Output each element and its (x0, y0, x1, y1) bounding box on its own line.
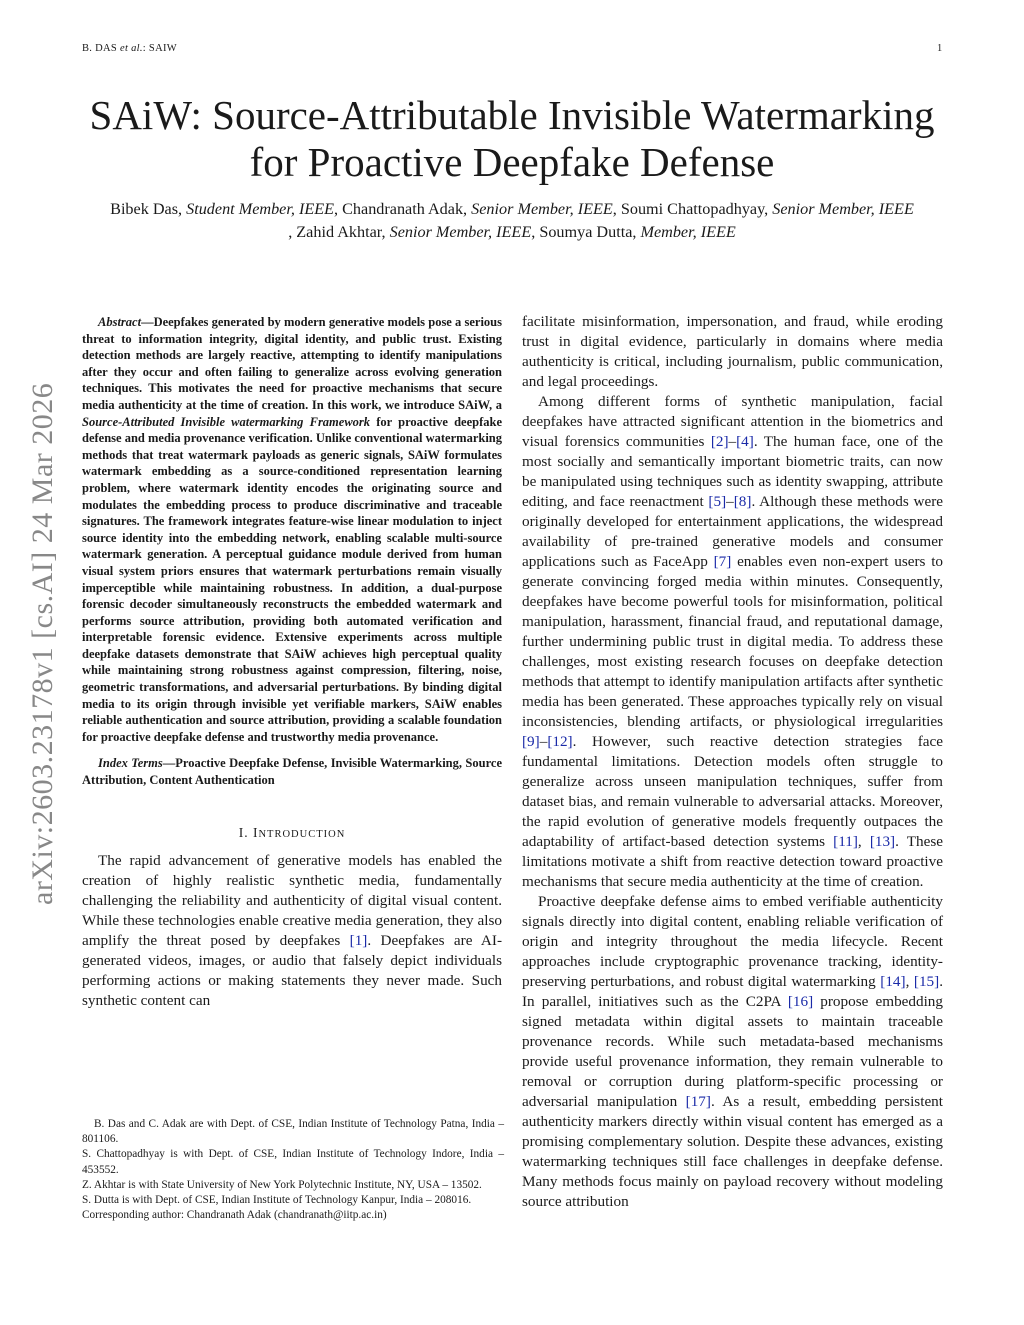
title-line-1: SAiW: Source-Attributable Invisible Watermarking (89, 92, 935, 138)
intro-text: The rapid advancement of generative models has enabled the creation of highly realistic synthetic media, fundamentally challenging the reliability and authenticity of digital visual content. While these technologies enable creative media generation, they also amplify the threat posed by deepfakes (82, 851, 502, 949)
author-4-role: Senior Member, IEEE (389, 223, 532, 241)
arxiv-stamp: arXiv:2603.23178v1 [cs.AI] 24 Mar 2026 (26, 382, 59, 905)
author-5-role: Member, IEEE (640, 223, 736, 241)
intro-text: . As a result, embedding persistent authenticity markers directly within visual content has emerged as a promising complementary solution. Despite these advances, existing watermarking techniques still face challenges in deepfake defense. Many methods focus mainly on payload recovery without modeling source attribution (522, 1093, 943, 1210)
citation-link[interactable]: [7] (713, 553, 732, 570)
citation-link[interactable]: [15] (913, 973, 940, 990)
section-numeral: I. (238, 824, 253, 840)
footnote-affiliation: B. Das and C. Adak are with Dept. of CSE, Indian Institute of Technology Patna, India – 801106. (82, 1118, 504, 1146)
running-head (82, 43, 177, 54)
footnote-corresponding-author: Corresponding author: Chandranath Adak (chandranath@iitp.ac.in) (82, 1209, 387, 1222)
title-line-2: for Proactive Deepfake Defense (249, 139, 775, 185)
citation-link[interactable]: [17] (685, 1093, 711, 1110)
intro-text: – (728, 433, 737, 450)
intro-paragraph-1-continued: facilitate misinformation, impersonation, and fraud, while eroding trust in digital evidence, particularly in domains where media authenticity is critical, including journalism, public communication, and legal proceedings. (522, 313, 943, 390)
intro-text: – (726, 493, 734, 510)
author-2-role: Senior Member, IEEE (471, 200, 613, 218)
abstract-text-1: —Deepfakes generated by modern generative models pose a serious threat to information integrity, digital identity, and public trust. Existing detection methods are largely reactive, attempting to identify manipulations after they occur and often failing to generalize across evolving generation techniques. This motivates the need for proactive mechanisms that secure media authenticity at the time of creation. In this work, we introduce SAiW, a (82, 315, 502, 412)
author-4: , Zahid Akhtar, (288, 223, 390, 241)
running-head-etal: et al. (119, 43, 143, 54)
intro-text: . These limitations motivate a shift from reactive detection toward proactive mechanisms that secure media authenticity at the time of creation. (522, 833, 943, 890)
citation-link[interactable]: [13] (869, 833, 896, 850)
citation-link[interactable]: [16] (787, 993, 814, 1010)
citation-link[interactable]: [8] (733, 493, 752, 510)
citation-link[interactable]: [12] (547, 733, 573, 750)
footnote-affiliation: Z. Akhtar is with State University of New York Polytechnic Institute, NY, USA – 13502. (82, 1178, 482, 1191)
intro-text: . Deepfakes are AI-generated videos, images, or audio that falsely depict individuals performing actions or making statements they never made. Such synthetic content can (82, 931, 502, 1009)
author-3-role: Senior Member, IEEE (772, 200, 914, 218)
paper-title (60, 92, 964, 186)
index-terms (82, 755, 502, 788)
intro-text: – (539, 733, 548, 750)
section-rest: NTRODUCTION (258, 828, 346, 840)
intro-text: . In parallel, initiatives such as the C2PA (522, 973, 944, 1010)
intro-text: , (905, 973, 914, 990)
citation-link[interactable]: [5] (708, 493, 727, 510)
citation-link[interactable]: [2] (710, 433, 729, 450)
author-1-role: Student Member, IEEE (186, 200, 335, 218)
intro-text: , (857, 833, 870, 850)
footnote-affiliation: S. Chattopadhyay is with Dept. of CSE, Indian Institute of Technology Indore, India – 453552. (82, 1148, 504, 1176)
abstract-text-2: for proactive deepfake defense and media provenance verification. Unlike conventional watermarking methods that treat watermark payloads as generic signals, SAiW formulates watermark embedding as a source-conditioned representation learning problem, where watermark identity encodes the originating source and modulates the embedding process to produce discriminative and traceable signatures. The framework integrates feature-wise linear modulation to inject source identity into the embedding network, enabling scalable multi-source watermark generation. A perceptual guidance module derived from human visual system priors ensures that watermark perturbations remain visually imperceptible while maintaining robustness. In addition, a dual-purpose forensic decoder simultaneously reconstructs the embedded watermark and performs source attribution, providing both automated verification and interpretable forensic evidence. Extensive experiments across multiple deepfake datasets demonstrate that SAiW achieves high perceptual quality while maintaining strong robustness against compression, filtering, noise, geometric transformations, and adversarial perturbations. By binding digital media to its origin through invisible yet verifiable markers, SAiW enables reliable authentication and source attribution, providing a scalable foundation for proactive deepfake defense and trustworthy media provenance. (82, 414, 502, 744)
abstract-framework-name: Source-Attributed Invisible watermarking Framework (82, 414, 371, 429)
index-terms-label: Index Terms (98, 756, 163, 771)
intro-text: . Although these methods were originally developed for entertainment applications, the widespread availability of pre-trained generative models and consumer applications such as FaceApp (522, 493, 943, 570)
citation-link[interactable]: [11] (833, 833, 858, 850)
running-head-suffix: : SAIW (142, 43, 177, 54)
running-head-prefix: B. DAS (82, 43, 120, 54)
abstract (82, 314, 502, 745)
index-terms-text: —Proactive Deepfake Defense, Invisible Watermarking, Source Attribution, Content Authentication (82, 756, 502, 788)
citation-link[interactable]: [4] (736, 433, 754, 450)
left-column (82, 314, 502, 1011)
intro-text: Proactive deepfake defense aims to embed verifiable authenticity signals directly into digital content, enabling reliable verification of origin and integrity throughout the media lifecycle. Recent approaches include cryptographic provenance tracking, identity-preserving perturbations, and robust digital watermarking (522, 893, 943, 990)
author-2: , Chandranath Adak, (334, 200, 472, 218)
intro-text: . The human face, one of the most socially and semantically important biometric traits, can now be manipulated using techniques such as identity swapping, attribute editing, and face reenactment (522, 433, 944, 510)
right-column (522, 312, 943, 1212)
author-list (80, 198, 944, 244)
author-5: , Soumya Dutta, (531, 223, 641, 241)
intro-text: propose embedding signed metadata within digital assets to maintain traceable provenance records. While such metadata-based mechanisms provide useful provenance information, they remain vulnerable to removal or corruption during platform-specific processing or adversarial manipulation (522, 993, 943, 1110)
intro-text: enables even non-expert users to generate convincing forged media within minutes. Consequently, deepfakes have become powerful tools for misinformation, political manipulation, harassment, financial fraud, and reputational damage, further undermining public trust in digital media. To address these challenges, most existing research focuses on deepfake detection methods that attempt to identify manipulation artifacts after synthetic media has been generated. These approaches typically rely on visual inconsistencies, blending artifacts, or physiological irregularities (522, 553, 944, 730)
page-number: 1 (937, 43, 943, 54)
abstract-label: Abstract (98, 315, 142, 329)
footnotes (82, 1117, 504, 1223)
intro-text: . However, such reactive detection strategies face fundamental limitations. Detection models often struggle to generalize across unseen manipulation techniques, suffer from dataset bias, and remain vulnerable to adversarial attacks. Moreover, the rapid evolution of generative models frequently outpaces the adaptability of artifact-based detection systems (522, 733, 943, 850)
citation-link[interactable]: [9] (522, 733, 540, 750)
citation-link[interactable]: [14] (880, 973, 906, 990)
intro-paragraph-3 (522, 892, 943, 1212)
author-1: Bibek Das, (110, 200, 187, 218)
author-3: , Soumi Chattopadhyay, (612, 200, 773, 218)
intro-text: Among different forms of synthetic manipulation, facial deepfakes have attracted significant attention in the biometrics and visual forensics communities (522, 393, 943, 450)
section-first-letter: I (252, 824, 259, 840)
intro-paragraph-1 (82, 851, 502, 1011)
section-heading-introduction (82, 825, 502, 841)
footnote-affiliation: S. Dutta is with Dept. of CSE, Indian Institute of Technology Kanpur, India – 208016. (82, 1194, 472, 1207)
intro-paragraph-2 (522, 392, 943, 892)
citation-link[interactable]: [1] (349, 931, 368, 949)
